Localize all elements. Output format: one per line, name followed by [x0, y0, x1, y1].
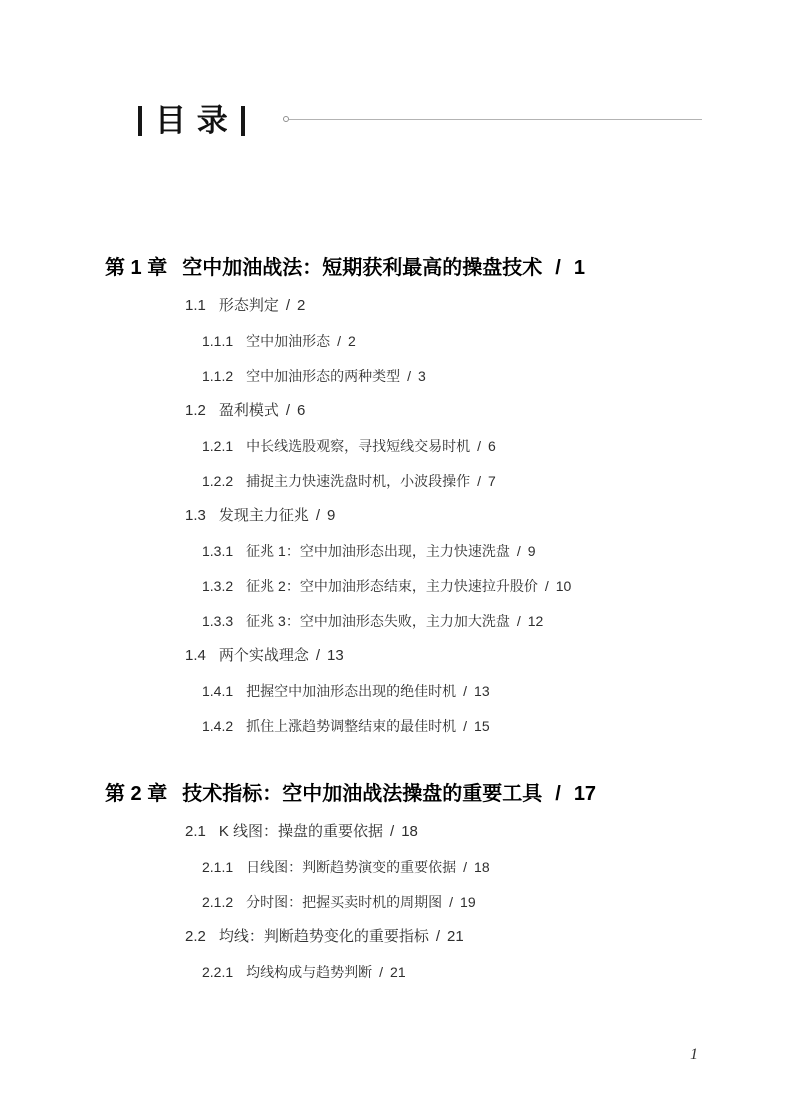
- item-title: 征兆 2：空中加油形态结束，主力快速拉升股价: [246, 578, 538, 594]
- item-title: 分时图：把握买卖时机的周期图: [246, 894, 443, 910]
- item-title: 空中加油形态的两种类型: [246, 368, 401, 384]
- page-separator: /: [315, 507, 321, 524]
- item-title: 空中加油形态: [246, 333, 331, 349]
- item-title: 征兆 1：空中加油形态出现，主力快速洗盘: [246, 543, 510, 559]
- page-title: 目 录: [155, 103, 228, 139]
- item-page-number: 9: [527, 543, 536, 559]
- item-page-number: 18: [474, 859, 490, 875]
- item-title: 抓住上涨趋势调整结束的最佳时机: [246, 718, 457, 734]
- toc-item: [202, 857, 800, 877]
- item-page-number: 19: [460, 894, 476, 910]
- page-separator: /: [477, 473, 482, 489]
- item-title: 形态判定: [218, 297, 279, 314]
- page-separator: /: [337, 333, 342, 349]
- item-number: 2.1.1: [202, 859, 234, 875]
- item-title: 发现主力征兆: [218, 507, 309, 524]
- toc-item: [202, 331, 800, 351]
- footer-page-number: 1: [690, 1046, 698, 1063]
- page-separator: /: [544, 578, 549, 594]
- page-separator: /: [435, 928, 441, 945]
- page-separator: /: [285, 297, 291, 314]
- page-separator: /: [477, 438, 482, 454]
- item-page-number: 6: [297, 402, 306, 419]
- item-number: 1.3.1: [202, 543, 234, 559]
- page-separator: /: [285, 402, 291, 419]
- item-number: 1.3: [185, 507, 206, 524]
- toc-item: [202, 892, 800, 912]
- toc-item: [185, 401, 800, 421]
- item-number: 1.4.1: [202, 683, 234, 699]
- page-separator: /: [315, 647, 321, 664]
- item-number: 1.4.2: [202, 718, 234, 734]
- page-separator: /: [407, 368, 412, 384]
- rule-line: [289, 119, 702, 120]
- page-header: [138, 102, 245, 140]
- toc-item: [202, 541, 800, 561]
- page-separator: /: [555, 257, 561, 279]
- item-page-number: 21: [390, 964, 406, 980]
- item-title: 征兆 3：空中加油形态失败，主力加大洗盘: [246, 613, 510, 629]
- toc-item: [202, 576, 800, 596]
- header-rule: [283, 112, 702, 126]
- item-number: 1.1.1: [202, 333, 234, 349]
- chapter-page-number: 1: [573, 257, 585, 279]
- item-number: 1.2.1: [202, 438, 234, 454]
- item-page-number: 10: [555, 578, 572, 594]
- item-page-number: 13: [327, 647, 344, 664]
- item-page-number: 12: [527, 613, 544, 629]
- item-page-number: 21: [447, 928, 464, 945]
- toc-item: [202, 962, 800, 982]
- toc-item: [185, 296, 800, 316]
- header-left-bar: [138, 106, 142, 136]
- item-page-number: 13: [474, 683, 490, 699]
- toc-item: [202, 436, 800, 456]
- item-number: 1.3.3: [202, 613, 234, 629]
- chapter-heading: [105, 255, 800, 281]
- item-title: 捕捉主力快速洗盘时机，小波段操作: [246, 473, 471, 489]
- page-separator: /: [516, 613, 521, 629]
- toc-item: [185, 646, 800, 666]
- toc-item: [202, 471, 800, 491]
- item-number: 2.1: [185, 823, 206, 840]
- item-number: 1.1: [185, 297, 206, 314]
- item-page-number: 3: [418, 368, 426, 384]
- toc-item: [202, 611, 800, 631]
- item-title: 均线构成与趋势判断: [246, 964, 373, 980]
- page-separator: /: [463, 859, 468, 875]
- item-page-number: 2: [348, 333, 356, 349]
- chapter-title: 技术指标：空中加油战法操盘的重要工具: [182, 783, 543, 805]
- item-number: 1.2.2: [202, 473, 234, 489]
- item-title: 日线图：判断趋势演变的重要依据: [246, 859, 457, 875]
- page-separator: /: [463, 718, 468, 734]
- item-number: 2.2: [185, 928, 206, 945]
- chapter-title: 空中加油战法：短期获利最高的操盘技术: [182, 257, 543, 279]
- page-separator: /: [516, 543, 521, 559]
- toc-item: [185, 822, 800, 842]
- page-separator: /: [555, 783, 561, 805]
- item-title: 均线：判断趋势变化的重要指标: [218, 928, 429, 945]
- item-title: 中长线选股观察，寻找短线交易时机: [246, 438, 471, 454]
- item-page-number: 18: [401, 823, 418, 840]
- item-page-number: 7: [488, 473, 496, 489]
- page-separator: /: [379, 964, 384, 980]
- item-number: 1.3.2: [202, 578, 234, 594]
- chapter-number: 第 2 章: [105, 783, 168, 805]
- page-separator: /: [390, 823, 395, 840]
- chapter-number: 第 1 章: [105, 257, 168, 279]
- item-page-number: 9: [327, 507, 336, 524]
- item-page-number: 6: [488, 438, 496, 454]
- item-page-number: 2: [297, 297, 306, 314]
- header-right-bar: [241, 106, 245, 136]
- item-title: 两个实战理念: [218, 647, 309, 664]
- item-number: 1.2: [185, 402, 206, 419]
- toc-item: [185, 506, 800, 526]
- item-title: 盈利模式: [218, 402, 279, 419]
- toc-item: [202, 366, 800, 386]
- toc-item: [185, 927, 800, 947]
- toc-item: [202, 681, 800, 701]
- toc: [0, 255, 800, 982]
- item-title: 把握空中加油形态出现的绝佳时机: [246, 683, 457, 699]
- item-title: K 线图：操盘的重要依据: [218, 823, 384, 840]
- item-page-number: 15: [474, 718, 490, 734]
- item-number: 1.1.2: [202, 368, 234, 384]
- chapter-heading: [105, 781, 800, 807]
- page-separator: /: [463, 683, 468, 699]
- chapter-page-number: 17: [573, 783, 597, 805]
- page-separator: /: [449, 894, 454, 910]
- toc-item: [202, 716, 800, 736]
- item-number: 2.2.1: [202, 964, 234, 980]
- item-number: 2.1.2: [202, 894, 234, 910]
- item-number: 1.4: [185, 647, 206, 664]
